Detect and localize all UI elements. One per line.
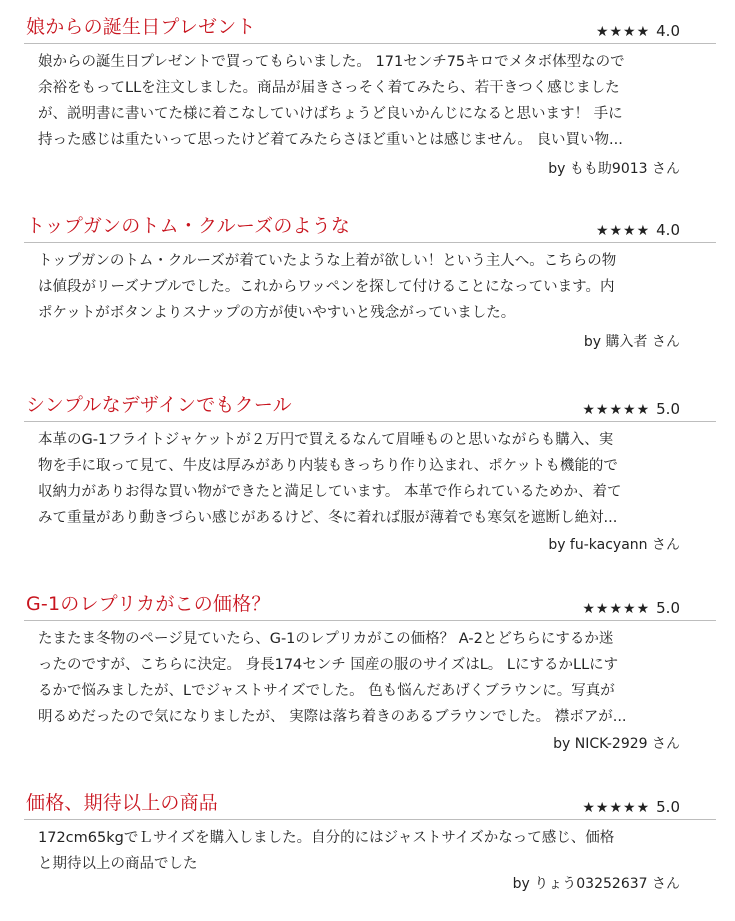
- rating-score: 5.0: [656, 798, 680, 816]
- review-line: 収納力がありお得な買い物ができたと満足しています。 本革で作られているためか、着て: [38, 484, 622, 500]
- review-author: by fu-kacyann さん: [548, 537, 680, 553]
- rating-score: 4.0: [656, 221, 680, 239]
- review-line: ったのですが、こちらに決定。 身長174センチ 国産の服のサイズはL。 LにするかLLにす: [38, 657, 619, 673]
- review-line: が、説明書に書いてた様に着こなしていけばちょうど良いかんじになると思います！ 手に: [38, 106, 623, 122]
- rating-score: 5.0: [656, 400, 680, 418]
- review-line: ポケットがボタンよりスナップの方が使いやすいと残念がっていました。: [38, 305, 516, 321]
- review-line: と期待以上の商品でした: [38, 856, 198, 872]
- divider: [24, 242, 716, 243]
- divider: [24, 620, 716, 621]
- review-body: [38, 248, 694, 326]
- star-rating-icons: ★★★★: [595, 24, 651, 40]
- review-body: [38, 427, 694, 531]
- review-line: 娘からの誕生日プレゼントで買ってもらいました。 171センチ75キロでメタボ体型なので: [38, 54, 625, 70]
- divider: [24, 819, 716, 820]
- review-line: 172cm65kgでＬサイズを購入しました。自分的にはジャストサイズかなって感じ、価格: [38, 830, 615, 846]
- review-rating: [582, 599, 680, 617]
- review-rating: [582, 798, 680, 816]
- review-line: 本革のG-1フライトジャケットが２万円で買えるなんて眉唾ものと思いながらも購入、実: [38, 432, 614, 448]
- review-rating: [596, 221, 680, 239]
- review-line: 物を手に取って見て、牛皮は厚みがあり内装もきっちり作り込まれ、ポケットも機能的で: [38, 458, 618, 474]
- review-line: たまたま冬物のページ見ていたら、G-1のレプリカがこの価格？ A-2とどちらにするか迷: [38, 631, 614, 647]
- review-author: by もも助9013 さん: [548, 161, 680, 177]
- star-rating-icons: ★★★★★: [582, 800, 651, 816]
- divider: [24, 421, 716, 422]
- review-rating: [596, 22, 680, 40]
- review-line: 持った感じは重たいって思ったけど着てみたらさほど重いとは感じません。 良い買い物...: [38, 132, 623, 148]
- review-line: 明るめだったので気になりましたが、 実際は落ち着きのあるブラウンでした。 襟ボアが...: [38, 709, 627, 725]
- review-body: [38, 49, 694, 153]
- review-line: 余裕をもってLLを注文しました。商品が届きさっそく着てみたら、若干きつく感じました: [38, 80, 620, 96]
- review-line: るかで悩みましたが、Lでジャストサイズでした。 色も悩んだあげくブラウンに。写真が: [38, 683, 615, 699]
- star-rating-icons: ★★★★: [595, 223, 651, 239]
- review-title: トップガンのトム・クルーズのような: [26, 215, 351, 237]
- review-rating: [582, 400, 680, 418]
- rating-score: 4.0: [656, 22, 680, 40]
- review-author: by 購入者 さん: [583, 334, 680, 350]
- review-title: シンプルなデザインでもクール: [26, 394, 292, 416]
- star-rating-icons: ★★★★★: [582, 601, 651, 617]
- review-line: トップガンのトム・クルーズが着ていたような上着が欲しい！という主人へ。こちらの物: [38, 253, 617, 269]
- rating-score: 5.0: [656, 599, 680, 617]
- review-author: by NICK-2929 さん: [553, 736, 680, 752]
- review-author: by りょう03252637 さん: [512, 876, 680, 892]
- review-body: [38, 626, 694, 730]
- review-line: みて重量があり動きづらい感じがあるけど、冬に着れば服が薄着でも寒気を遮断し絶対...: [38, 510, 618, 526]
- review-line: は値段がリーズナブルでした。これからワッペンを探して付けることになっています。内: [38, 279, 615, 295]
- review-title: 娘からの誕生日プレゼント: [26, 16, 256, 38]
- divider: [24, 43, 716, 44]
- star-rating-icons: ★★★★★: [582, 402, 651, 418]
- review-body: [38, 825, 694, 877]
- review-title: 価格、期待以上の商品: [26, 792, 219, 814]
- review-title: G-1のレプリカがこの価格？: [26, 593, 271, 615]
